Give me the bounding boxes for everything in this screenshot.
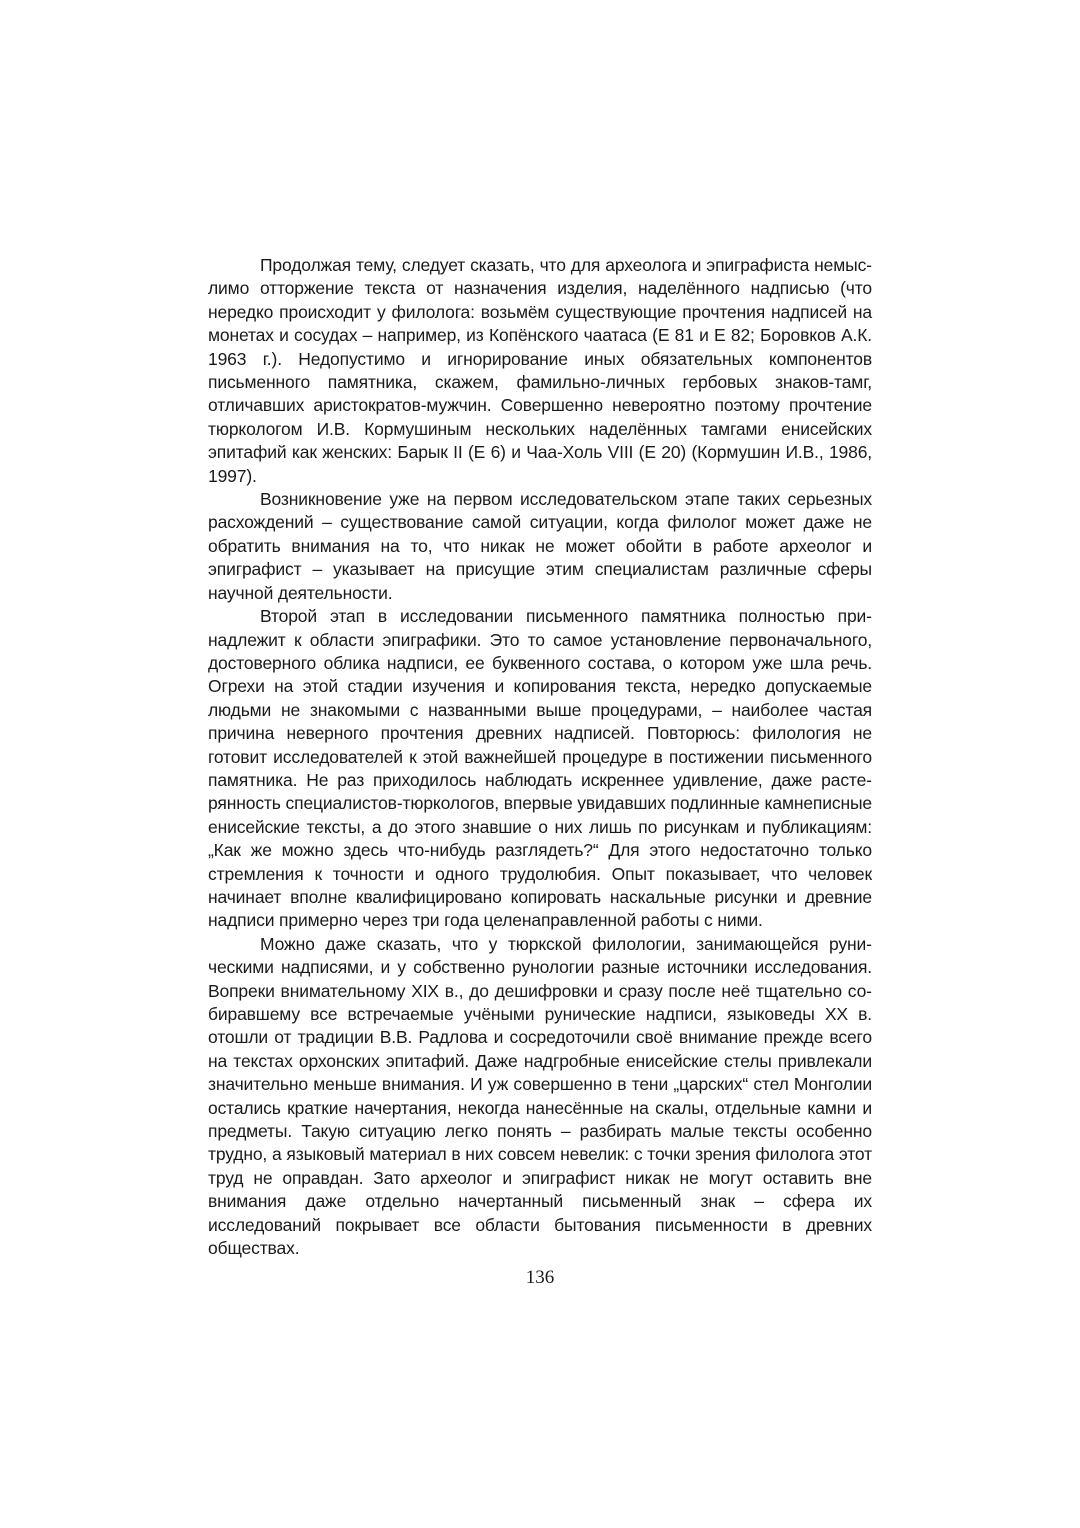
paragraph: Можно даже сказать, что у тюркской филологии, занимающейся руническими надписями, и у собственно рунологии разные источники исследования. Вопреки внимательному XIX в., до дешифровки и сразу после неё тщательно собиравшему все встречаемые учёными рунические надписи, языковеды XX в. отошли от традиции В.В. Радлова и сосредоточили своё внимание прежде всего на текстах орхонских эпитафий. Даже надгробные енисейские стелы привлекали значительно меньше внимания. И уж совершенно в тени „царских“ стел Монголии остались краткие начертания, некогда нанесённые на скалы, отдельные камни и предметы. Такую ситуацию легко понять – разбирать малые тексты особенно трудно, а языковый материал в них совсем невелик: с точки зрения филолога этот труд не оправдан. Зато археолог и эпиграфист никак не могут оставить вне внимания даже отдельно начертанный письменный знак – сфера их исследований покрывает все области бытования письменности в древних обществах. — [208, 933, 872, 1259]
paragraph: Возникновение уже на первом исследовательском этапе таких серьезных расхождений – существование самой ситуации, когда филолог может даже не обратить внимания на то, что никак не может обойти в работе археолог и эпиграфист – указывает на присущие этим специалистам различные сферы научной деятельности. — [208, 489, 872, 603]
page-number: 136 — [525, 1267, 555, 1288]
body-text — [208, 254, 872, 1260]
paragraph: Второй этап в исследовании письменного памятника полностью принадлежит к области эпиграфики. Это то самое установление первоначального, достоверного облика надписи, ее буквенного состава, о котором уже шла речь. Огрехи на этой стадии изучения и копирования текста, нередко допускаемые людьми не знакомыми с названными выше процедурами, – наиболее частая причина неверного прочтения древних надписей. Повторюсь: филология не готовит исследователей к этой важнейшей процедуре в постижении письменного памятника. Не раз приходилось наблюдать искреннее удивление, даже растерянность специалистов-тюркологов, впервые увидавших подлинные камнеписные енисейские тексты, а до этого знавшие о них лишь по рисункам и публикациям: „Как же можно здесь что-нибудь разглядеть?“ Для этого недостаточно только стремления к точности и одного трудолюбия. Опыт показывает, что человек начинает вполне квалифицировано копировать наскальные рисунки и древние надписи примерно через три года целенаправленной работы с ними. — [208, 606, 872, 931]
paragraph: Продолжая тему, следует сказать, что для археолога и эпиграфиста немыслимо отторжение текста от назначения изделия, наделённого надписью (что нередко происходит у филолога: возьмём существующие прочтения надписей на монетах и сосудах – например, из Копёнского чаатаса (Е 81 и Е 82; Боровков А.К. 1963 г.). Недопустимо и игнорирование иных обязательных компонентов письменного памятника, скажем, фамильно-личных гербовых знаков-тамг, отличавших аристократов-мужчин. Совершенно невероятно поэтому прочтение тюркологом И.В. Кормушиным нескольких наделённых тамгами енисейских эпитафий как женских: Барык II (Е 6) и Чаа-Холь VIII (Е 20) (Кормушин И.В., 1986, 1997). — [208, 255, 872, 486]
